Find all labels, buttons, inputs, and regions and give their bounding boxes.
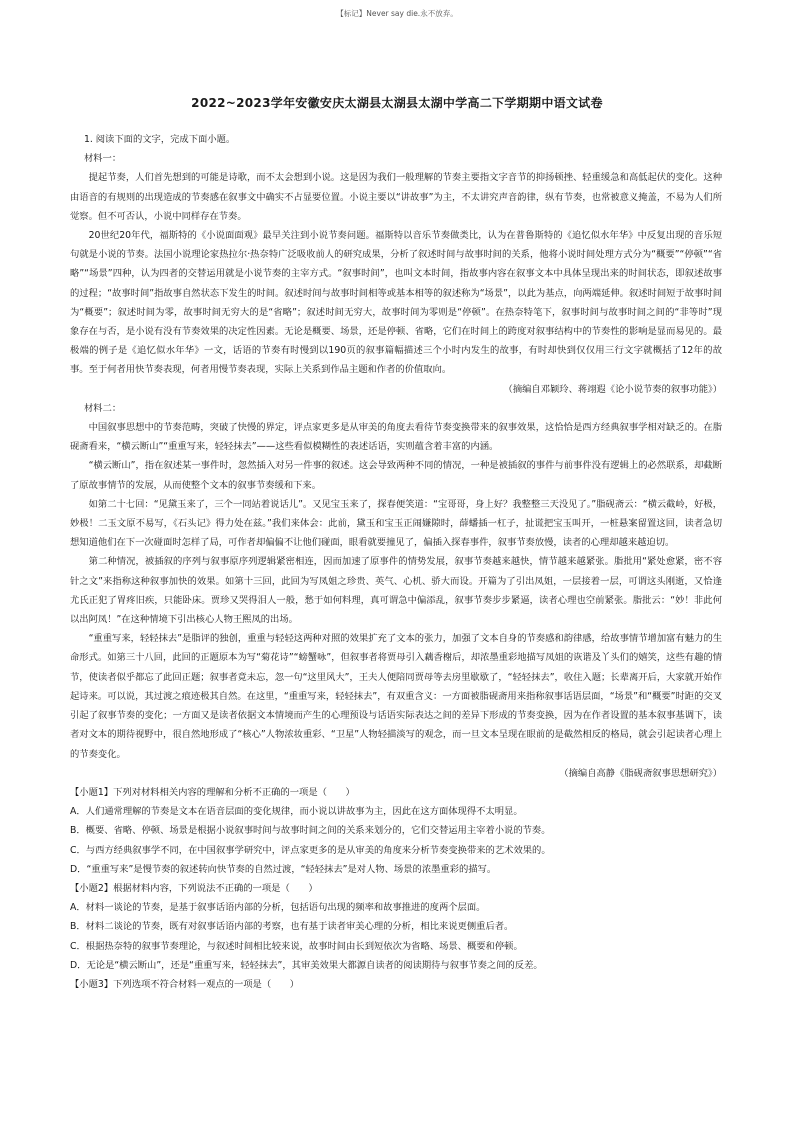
question-stem: 【小题1】下列对材料相关内容的理解和分析不正确的一项是（ ） <box>70 786 355 798</box>
document-body <box>70 130 722 994</box>
question-option: A．材料一谈论的节奏，是基于叙事话语内部的分析，包括语句出现的频率和故事推进的度两个层面。 <box>70 902 486 914</box>
document-title: 2022~2023学年安徽安庆太湖县太湖县太湖中学高二下学期期中语文试卷 <box>191 96 603 110</box>
question-option: B．材料二谈论的节奏，既有对叙事话语内部的考察，也有基于读者审美心理的分析，相比来说更侧重后者。 <box>70 921 514 933</box>
material2-paragraph: 如第二十七回：“见黛玉来了，三个一同站着说话儿”。又见宝玉来了，探春便笑道：“宝哥哥，身上好？我整整三天没见了。”脂砚斋云：“横云截岭，好极，妙极！二玉文原不易写，《石头记》得力处在兹。”我们来体会：此前，黛玉和宝玉正闹嫌隙时，薛蟠插一杠子，扯谎把宝玉叫开，一桩悬案留置这回，读者急切想知道他们在下一次碰面时怎样了局，可作者却偏偏不让他们碰面，眼看就要撞见了，偏插入探春事件，叙事节奏放慢，读者的心理却越来越迫切。 <box>70 498 722 549</box>
material2-label: 材料二： <box>83 402 122 414</box>
material2-paragraph: 中国叙事思想中的节奏范畴，突破了快慢的界定，评点家更多是从审美的角度去看待节奏变换带来的叙事效果，这恰恰是西方经典叙事学相对缺乏的。在脂砚斋看来，“横云断山”“重重写来，轻轻抹去”——这些看似模糊性的表述话语，实则蕴含着丰富的内涵。 <box>70 422 722 453</box>
material2-paragraph: “横云断山”，指在叙述某一事件时，忽然插入对另一件事的叙述。这会导致两种不同的情况，一种是被插叙的事件与前事件没有逻辑上的必然联系，却截断了原故事情节的发展，从而使整个文本的叙事节奏缓和下来。 <box>70 460 722 491</box>
question-stem: 【小题3】下列选项不符合材料一观点的一项是（ ） <box>70 978 300 990</box>
question-option: C．与西方经典叙事学不同，在中国叙事学研究中，评点家更多的是从审美的角度来分析节奏变换带来的艺术效果的。 <box>70 844 551 856</box>
material1-paragraph: 提起节奏，人们首先想到的可能是诗歌，而不太会想到小说。这是因为我们一般理解的节奏主要指文字音节的抑扬顿挫、轻重缓急和高低起伏的变化。这种由语音的有规则的出现造成的节奏感在叙事文中确实不占显要位置。小说主要以“讲故事”为主，不太讲究声音韵律，纵有节奏，也常被意义掩盖，不易为人们所觉察。但不可否认，小说中同样存在节奏。 <box>70 172 722 222</box>
material2-paragraph: 第二种情况，被插叙的序列与叙事原序列逻辑紧密相连，因而加速了原事件的情势发展，叙事节奏越来越快，情节越来越紧张。脂批用“紧处愈紧，密不容针之文”来指称这种叙事加快的效果。如第十三回，此回为写凤姐之珍贵、英气、心机、骄大而设。开篇为了引出凤姐，一层接着一层，可谓这头刚逝，又恰逢尤氏正犯了胃疼旧疾，只能卧床。贾珍又哭得泪人一般，愁于如何料理，真可谓急中偏添乱，叙事节奏步步紧逼，读者心理也空前紧张。脂批云：“妙！非此何以出阿凤！”在这种情境下引出核心人物王熙凤的出场。 <box>70 556 722 626</box>
question-option: A．人们通常理解的节奏是文本在语音层面的变化规律，而小说以讲故事为主，因此在这方面体现得不太明显。 <box>70 806 523 818</box>
material1-label: 材料一： <box>83 153 122 165</box>
question-option: D．“重重写来”是慢节奏的叙述转向快节奏的自然过渡，“轻轻抹去”是对人物、场景的浓墨重彩的描写。 <box>70 863 497 875</box>
header-note: 【标记】Never say die.永不放弃。 <box>336 9 458 18</box>
question-option: C．根据热奈特的叙事节奏理论，与叙述时间相比较来说，故事时间由长到短依次为省略、场景、概要和停顿。 <box>70 940 523 952</box>
question-intro: 1. 阅读下面的文字，完成下面小题。 <box>83 134 236 145</box>
material1-source: （摘编自邓颖玲、蒋翊遐《论小说节奏的叙事功能》） <box>503 383 722 395</box>
material1-paragraph: 20世纪20年代，福斯特的《小说面面观》最早关注到小说节奏问题。福斯特以音乐节奏做类比，认为在普鲁斯特的《追忆似水年华》中反复出现的音乐短句就是小说的节奏。法国小说理论家热拉尔·热奈特广泛吸收前人的研究成果，分析了叙述时间与故事时间的关系，他将小说时间处理方式分为“概要”“停顿”“省略”“场景”四种，认为四者的交替运用就是小说节奏的主宰方式。“叙事时间”，也叫文本时间，指故事内容在叙事文本中具体呈现出来的时间状态，即叙述故事的过程；“故事时间”指故事自然状态下发生的时间。叙述时间与故事时间相等或基本相等的叙述称为“场景”，以此为基点，向两端延伸。叙述时间短于故事时间为“概要”；叙述时间为零，故事时间无穷大的是“省略”；叙述时间无穷大，故事时间为零则是“停顿”。在热奈特笔下，叙事时间与故事时间之间的“非等时”现象存在与否，是小说有没有节奏效果的决定性因素。无论是概要、场景，还是停顿、省略，它们在时间上的跨度对叙事结构中的节奏性的影响是显而易见的。最极端的例子是《追忆似水年华》一文，话语的节奏有时慢到以190页的叙事篇幅描述三个小时内发生的故事，有时却快到仅仅用三行文字就概括了12年的故事。至于何者用快节奏表现，何者用慢节奏表现，实际上关系到作品主题和作者的价值取向。 <box>70 230 722 376</box>
material2-paragraph: “重重写来，轻轻抹去”是脂评的独创，重重与轻轻这两种对照的效果扩充了文本的张力，加强了文本自身的节奏感和韵律感，给故事情节增加富有魅力的生命形式。如第三十八回，此回的正题原本为写“菊花诗”“螃蟹咏”，但叙事者将贾母引入藕香榭后，却浓墨重彩地描写凤姐的诙谐及丫头们的嬉笑，这些有趣的情节，使读者似乎都忘了此回正题；叙事者竟未忘，忽一句“这里风大”，王夫人便陪同贾母等去房里歇歇了，“轻轻抹去”，收住入题；长辈离开后，大家就开始作起诗来。可以说，其过渡之痕迹极其自然。在这里，“重重写来，轻轻抹去”，有双重含义：一方面被脂砚斋用来指称叙事话语层面，“场景”和“概要”时距的交叉引起了叙事节奏的变化；一方面又是读者依据文本情境而产生的心理预设与话语实际表达之间的差异下形成的节奏变换，因为在作者设置的基本叙事基调下，读者对文本的期待视野中，很自然地形成了“核心”人物浓妆重彩、“卫星”人物轻描淡写的观念，而一旦文本呈现在眼前的是截然相反的格局，就会引起读者心理上的节奏变化。 <box>70 633 722 760</box>
question-option: D．无论是“横云断山”，还是“重重写来，轻轻抹去”，其审美效果大都源自读者的阅读期待与叙事节奏之间的反差。 <box>70 959 543 971</box>
question-stem: 【小题2】根据材料内容，下列说法不正确的一项是（ ） <box>70 882 318 894</box>
question-option: B．概要、省略、停顿、场景是根据小说叙事时间与故事时间之间的关系来划分的，它们交替运用主宰着小说的节奏。 <box>70 825 551 837</box>
material2-source: （摘编自高静《脂砚斋叙事思想研究》） <box>559 767 722 779</box>
